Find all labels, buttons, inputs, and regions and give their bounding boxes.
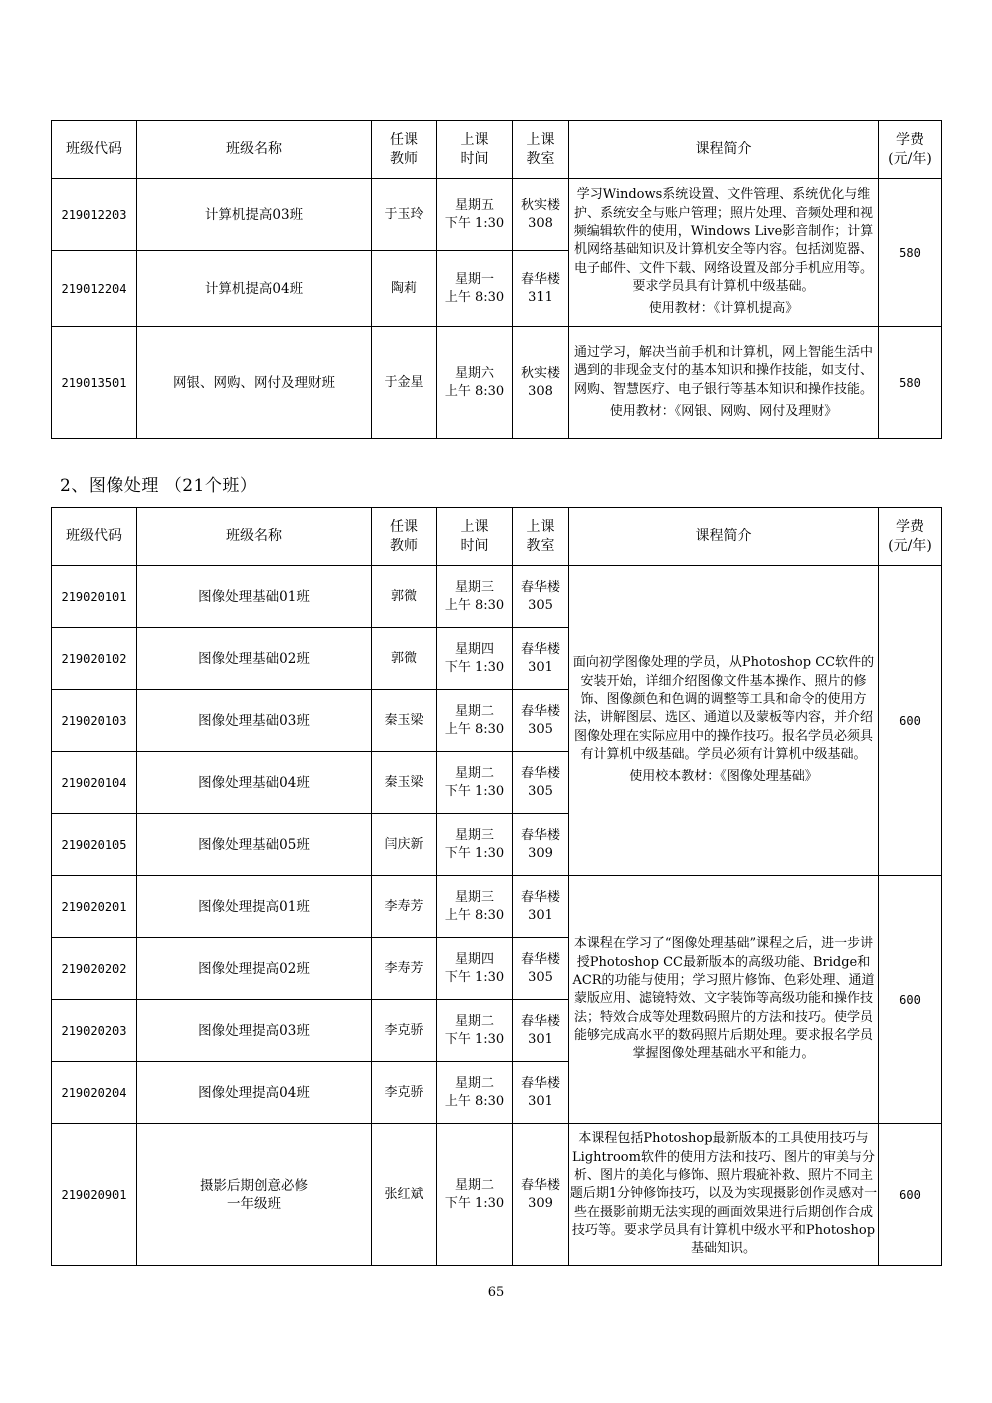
classroom: 春华楼 305 xyxy=(513,752,569,814)
class-name: 图像处理基础01班 xyxy=(137,566,372,628)
header-intro: 课程简介 xyxy=(569,508,879,566)
course-description: 通过学习，解决当前手机和计算机，网上智能生活中遇到的非现金支付的基本知识和操作技能，如支付、网购、智慧医疗、电子银行等基本知识和操作技能。 使用教材：《网银、网购、网付及理财》 xyxy=(569,327,879,439)
classroom: 秋实楼 308 xyxy=(513,179,569,251)
header-intro: 课程简介 xyxy=(569,121,879,179)
tuition-fee: 600 xyxy=(879,566,942,876)
class-code: 219020103 xyxy=(52,690,137,752)
class-name: 摄影后期创意必修 一年级班 xyxy=(137,1124,372,1266)
table-row xyxy=(52,327,942,439)
teacher: 于金星 xyxy=(372,327,437,439)
class-name: 计算机提高04班 xyxy=(137,251,372,327)
class-time: 星期六 上午 8:30 xyxy=(437,327,513,439)
class-code: 219020901 xyxy=(52,1124,137,1266)
classroom: 春华楼 301 xyxy=(513,1000,569,1062)
teacher: 郭微 xyxy=(372,628,437,690)
header-teacher: 任课 教师 xyxy=(372,121,437,179)
teacher: 李寿芳 xyxy=(372,938,437,1000)
classroom: 秋实楼 308 xyxy=(513,327,569,439)
class-name: 图像处理提高03班 xyxy=(137,1000,372,1062)
header-code: 班级代码 xyxy=(52,121,137,179)
classroom: 春华楼 301 xyxy=(513,1062,569,1124)
classroom: 春华楼 305 xyxy=(513,938,569,1000)
header-fee: 学费 (元/年) xyxy=(879,508,942,566)
class-name: 图像处理提高01班 xyxy=(137,876,372,938)
teacher: 李寿芳 xyxy=(372,876,437,938)
class-time: 星期二 下午 1:30 xyxy=(437,1000,513,1062)
class-code: 219020101 xyxy=(52,566,137,628)
teacher: 郭微 xyxy=(372,566,437,628)
header-code: 班级代码 xyxy=(52,508,137,566)
course-description: 本课程包括Photoshop最新版本的工具使用技巧与Lightroom软件的使用方法和技巧、图片的审美与分析、图片的美化与修饰、照片瑕疵补救、照片不同主题后期1分钟修饰技巧，以及为实现摄影创作灵感对一些在摄影前期无法实现的画面效果进行后期创作合成技巧等。要求学员具有计算机中级水平和Photoshop基础知识。 xyxy=(569,1124,879,1266)
header-fee: 学费 (元/年) xyxy=(879,121,942,179)
table-header-row xyxy=(52,121,942,179)
page-number: 65 xyxy=(487,1285,505,1300)
tuition-fee: 580 xyxy=(879,179,942,327)
course-table-computer xyxy=(51,120,942,439)
teacher: 秦玉梁 xyxy=(372,752,437,814)
teacher: 陶莉 xyxy=(372,251,437,327)
class-name: 计算机提高03班 xyxy=(137,179,372,251)
header-teacher: 任课 教师 xyxy=(372,508,437,566)
table-row xyxy=(52,566,942,628)
class-time: 星期四 下午 1:30 xyxy=(437,938,513,1000)
class-code: 219012203 xyxy=(52,179,137,251)
teacher: 张红斌 xyxy=(372,1124,437,1266)
class-name: 图像处理基础02班 xyxy=(137,628,372,690)
class-code: 219020204 xyxy=(52,1062,137,1124)
header-name: 班级名称 xyxy=(137,121,372,179)
class-time: 星期三 上午 8:30 xyxy=(437,876,513,938)
class-time: 星期三 上午 8:30 xyxy=(437,566,513,628)
class-time: 星期一 上午 8:30 xyxy=(437,251,513,327)
class-name: 网银、网购、网付及理财班 xyxy=(137,327,372,439)
class-name: 图像处理提高04班 xyxy=(137,1062,372,1124)
table-row xyxy=(52,876,942,938)
classroom: 春华楼 305 xyxy=(513,566,569,628)
class-code: 219020105 xyxy=(52,814,137,876)
class-code: 219020203 xyxy=(52,1000,137,1062)
section-title: 2、图像处理 （21个班） xyxy=(60,476,258,496)
class-name: 图像处理基础03班 xyxy=(137,690,372,752)
class-time: 星期二 上午 8:30 xyxy=(437,690,513,752)
class-name: 图像处理基础05班 xyxy=(137,814,372,876)
class-name: 图像处理基础04班 xyxy=(137,752,372,814)
course-description: 本课程在学习了“图像处理基础”课程之后，进一步讲授Photoshop CC最新版本的高级功能、Bridge和ACR的功能与使用；学习照片修饰、色彩处理、通道蒙版应用、滤镜特效、文字装饰等高级功能和操作技法；特效合成等处理数码照片的方法和技巧。使学员能够完成高水平的数码照片后期处理。要求报名学员掌握图像处理基础水平和能力。 xyxy=(569,876,879,1124)
classroom: 春华楼 309 xyxy=(513,1124,569,1266)
teacher: 李克骄 xyxy=(372,1000,437,1062)
class-code: 219020201 xyxy=(52,876,137,938)
teacher: 闫庆新 xyxy=(372,814,437,876)
class-time: 星期二 下午 1:30 xyxy=(437,752,513,814)
class-time: 星期二 下午 1:30 xyxy=(437,1124,513,1266)
class-code: 219020102 xyxy=(52,628,137,690)
class-time: 星期三 下午 1:30 xyxy=(437,814,513,876)
teacher: 李克骄 xyxy=(372,1062,437,1124)
table-row xyxy=(52,179,942,251)
course-description: 学习Windows系统设置、文件管理、系统优化与维护、系统安全与账户管理；照片处理、音频处理和视频编辑软件的使用，Windows Live影音制作；计算机网络基础知识及计算机安全等内容。包括浏览器、电子邮件、文件下载、网络设置及部分手机应用等。要求学员具有计算机中级基础。 使用教材：《计算机提高》 xyxy=(569,179,879,327)
table-header-row xyxy=(52,508,942,566)
classroom: 春华楼 305 xyxy=(513,690,569,752)
header-time: 上课 时间 xyxy=(437,508,513,566)
class-code: 219012204 xyxy=(52,251,137,327)
course-description: 面向初学图像处理的学员，从Photoshop CC软件的安装开始，详细介绍图像文件基本操作、照片的修饰、图像颜色和色调的调整等工具和命令的使用方法，讲解图层、选区、通道以及蒙板等内容，并介绍图像处理在实际应用中的操作技巧。报名学员必须具有计算机中级基础。学员必须有计算机中级基础。 使用校本教材：《图像处理基础》 xyxy=(569,566,879,876)
classroom: 春华楼 301 xyxy=(513,876,569,938)
classroom: 春华楼 309 xyxy=(513,814,569,876)
tuition-fee: 600 xyxy=(879,1124,942,1266)
teacher: 秦玉梁 xyxy=(372,690,437,752)
class-time: 星期四 下午 1:30 xyxy=(437,628,513,690)
tuition-fee: 580 xyxy=(879,327,942,439)
class-name: 图像处理提高02班 xyxy=(137,938,372,1000)
class-time: 星期五 下午 1:30 xyxy=(437,179,513,251)
class-code: 219020202 xyxy=(52,938,137,1000)
classroom: 春华楼 311 xyxy=(513,251,569,327)
textbook: 使用教材：《网银、网购、网付及理财》 xyxy=(609,403,838,419)
teacher: 于玉玲 xyxy=(372,179,437,251)
header-room: 上课 教室 xyxy=(513,121,569,179)
class-time: 星期二 上午 8:30 xyxy=(437,1062,513,1124)
course-table-image-processing xyxy=(51,507,942,1266)
header-name: 班级名称 xyxy=(137,508,372,566)
textbook: 使用校本教材：《图像处理基础》 xyxy=(629,769,818,785)
textbook: 使用教材：《计算机提高》 xyxy=(648,301,799,317)
tuition-fee: 600 xyxy=(879,876,942,1124)
header-time: 上课 时间 xyxy=(437,121,513,179)
class-code: 219013501 xyxy=(52,327,137,439)
classroom: 春华楼 301 xyxy=(513,628,569,690)
class-code: 219020104 xyxy=(52,752,137,814)
header-room: 上课 教室 xyxy=(513,508,569,566)
table-row xyxy=(52,1124,942,1266)
